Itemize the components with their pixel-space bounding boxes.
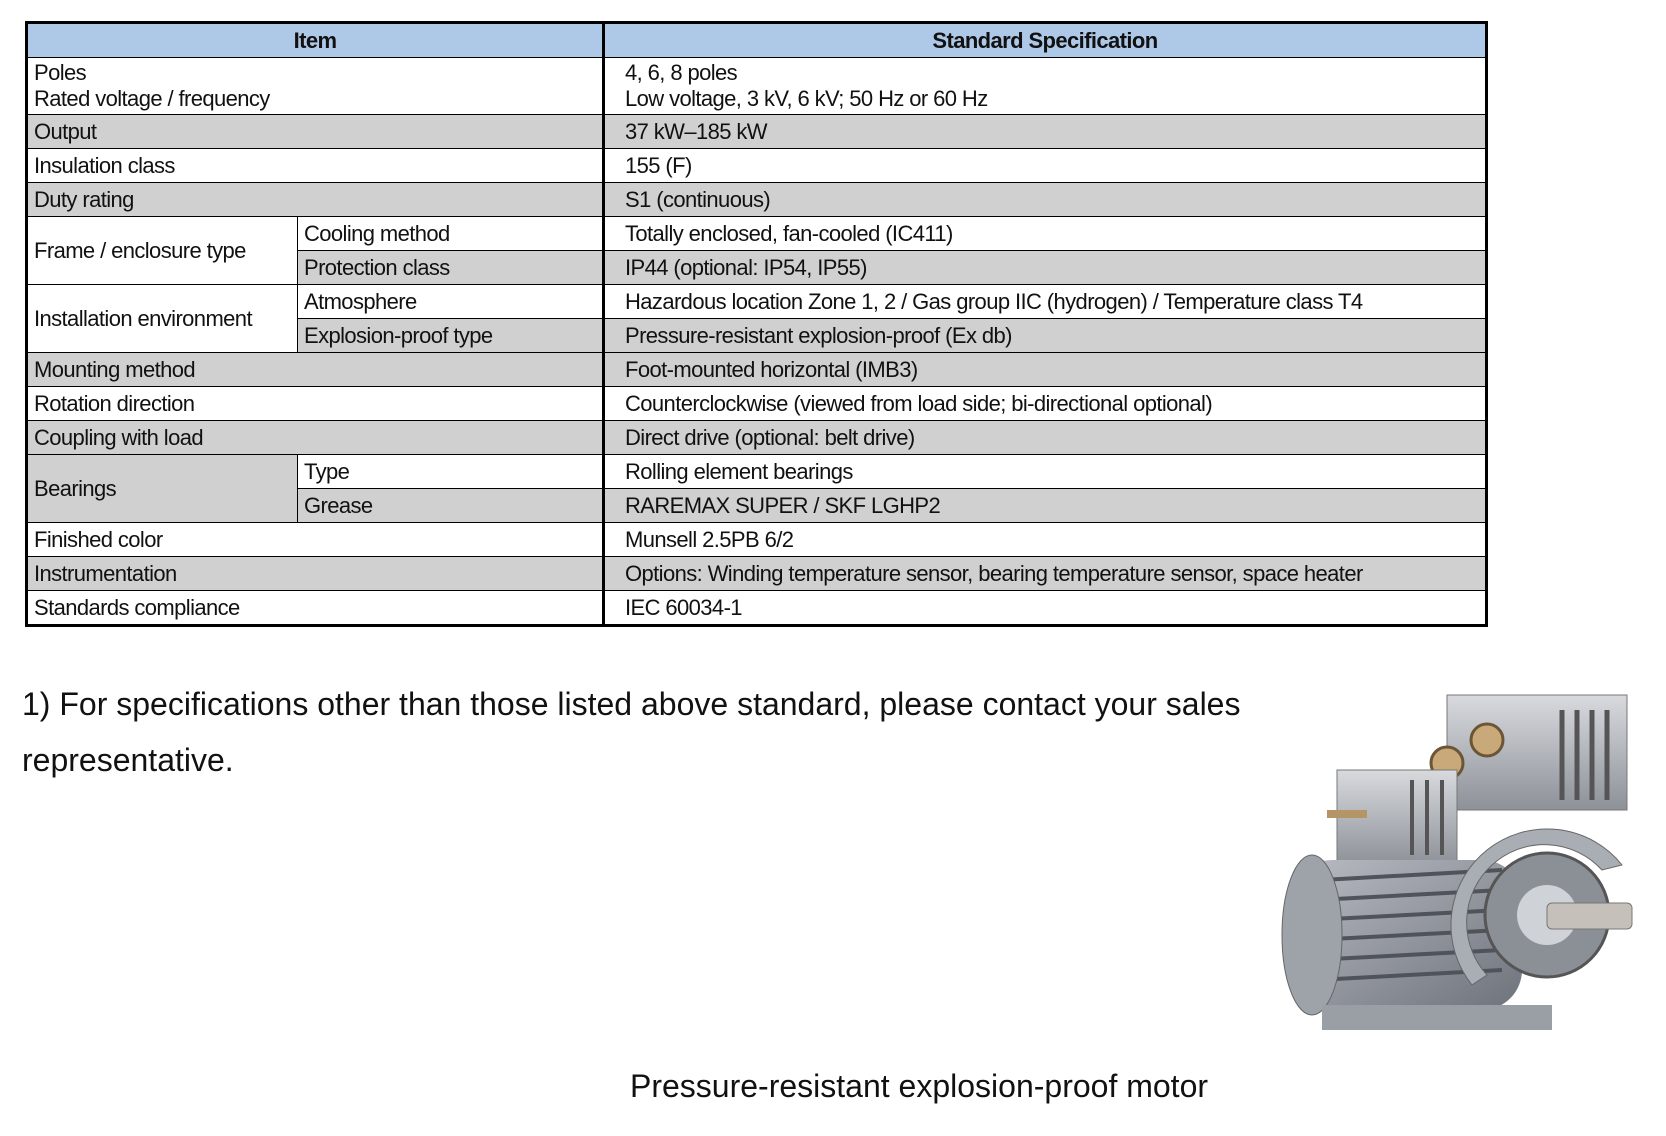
row-sublabel: Cooling method xyxy=(298,217,604,251)
row-sublabel: Protection class xyxy=(298,251,604,285)
table-row xyxy=(27,591,1487,626)
row-group-label: Frame / enclosure type xyxy=(27,217,298,285)
value-poles: 4, 6, 8 poles xyxy=(625,60,738,85)
row-label: Finished color xyxy=(27,523,604,557)
row-sublabel: Grease xyxy=(298,489,604,523)
row-label: Output xyxy=(27,115,604,149)
row-label: Rotation direction xyxy=(27,387,604,421)
row-value: S1 (continuous) xyxy=(604,183,1487,217)
table-row xyxy=(27,149,1487,183)
row-label: Mounting method xyxy=(27,353,604,387)
row-sublabel: Atmosphere xyxy=(298,285,604,319)
row-value: IP44 (optional: IP54, IP55) xyxy=(604,251,1487,285)
table-row xyxy=(27,455,1487,489)
row-label xyxy=(27,58,604,115)
table-row xyxy=(27,387,1487,421)
row-value: RAREMAX SUPER / SKF LGHP2 xyxy=(604,489,1487,523)
image-caption: Pressure-resistant explosion-proof motor xyxy=(630,1068,1209,1104)
row-label: Standards compliance xyxy=(27,591,604,626)
header-spec: Standard Specification xyxy=(604,23,1487,58)
row-label: Insulation class xyxy=(27,149,604,183)
label-voltage: Rated voltage / frequency xyxy=(34,86,270,111)
table-header xyxy=(27,23,1487,58)
table-row xyxy=(27,285,1487,319)
row-value: Totally enclosed, fan-cooled (IC411) xyxy=(604,217,1487,251)
row-value: Foot-mounted horizontal (IMB3) xyxy=(604,353,1487,387)
row-value: Pressure-resistant explosion-proof (Ex db) xyxy=(604,319,1487,353)
row-label: Duty rating xyxy=(27,183,604,217)
row-value: IEC 60034-1 xyxy=(604,591,1487,626)
table-row xyxy=(27,217,1487,251)
table-row xyxy=(27,183,1487,217)
table-row xyxy=(27,353,1487,387)
table-row xyxy=(27,421,1487,455)
footnote: 1) For specifications other than those listed above standard, please contact your sales representative. xyxy=(22,686,1241,778)
header-item: Item xyxy=(27,23,604,58)
value-voltage: Low voltage, 3 kV, 6 kV; 50 Hz or 60 Hz xyxy=(625,86,988,111)
row-value: Options: Winding temperature sensor, bearing temperature sensor, space heater xyxy=(604,557,1487,591)
row-value: Rolling element bearings xyxy=(604,455,1487,489)
spec-table xyxy=(25,21,1488,627)
row-value: Direct drive (optional: belt drive) xyxy=(604,421,1487,455)
row-value: Munsell 2.5PB 6/2 xyxy=(604,523,1487,557)
row-label: Instrumentation xyxy=(27,557,604,591)
table-row xyxy=(27,557,1487,591)
label-poles: Poles xyxy=(34,60,87,85)
motor-photo xyxy=(1272,685,1642,1050)
row-value: Hazardous location Zone 1, 2 / Gas group IIC (hydrogen) / Temperature class T4 xyxy=(604,285,1487,319)
row-group-label: Bearings xyxy=(27,455,298,523)
row-value: Counterclockwise (viewed from load side; bi-directional optional) xyxy=(604,387,1487,421)
row-value: 155 (F) xyxy=(604,149,1487,183)
row-sublabel: Explosion-proof type xyxy=(298,319,604,353)
table-row xyxy=(27,115,1487,149)
table-row xyxy=(27,58,1487,115)
row-value xyxy=(604,58,1487,115)
table-row xyxy=(27,523,1487,557)
row-value: 37 kW–185 kW xyxy=(604,115,1487,149)
row-group-label: Installation environment xyxy=(27,285,298,353)
row-label: Coupling with load xyxy=(27,421,604,455)
motor-illustration-icon xyxy=(1272,685,1642,1050)
row-sublabel: Type xyxy=(298,455,604,489)
